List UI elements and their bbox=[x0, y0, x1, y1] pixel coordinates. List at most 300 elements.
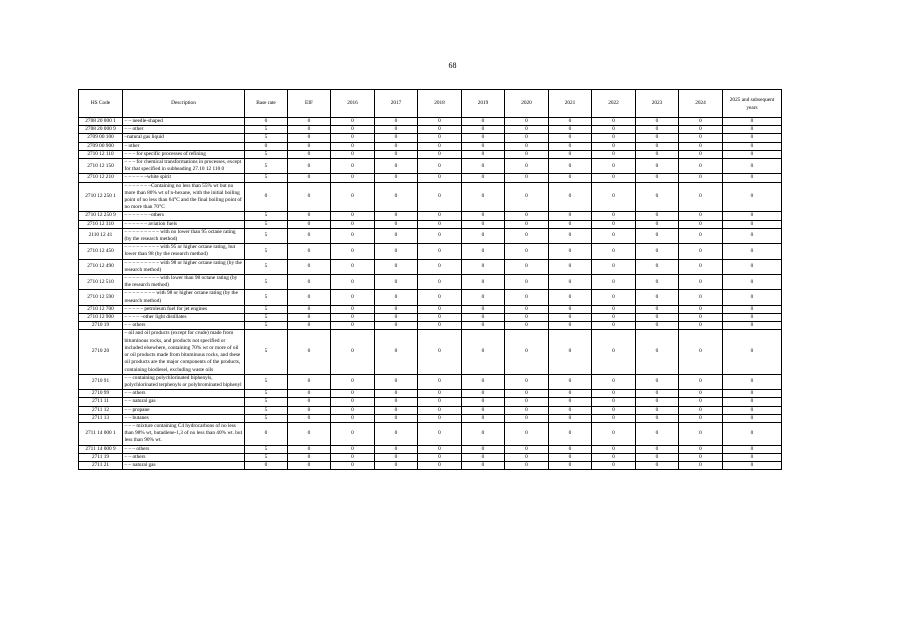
rate-cell: 0 bbox=[723, 220, 782, 228]
rate-cell: 0 bbox=[636, 126, 679, 134]
rate-cell: 0 bbox=[679, 220, 723, 228]
table-row bbox=[79, 118, 782, 126]
column-header: 2025 and subsequent years bbox=[723, 90, 782, 118]
rate-cell: 0 bbox=[636, 314, 679, 322]
rate-cell: 0 bbox=[462, 228, 505, 243]
table-row bbox=[79, 212, 782, 220]
page-number: 68 bbox=[448, 61, 457, 70]
rate-cell: 0 bbox=[636, 422, 679, 445]
table-row bbox=[79, 290, 782, 305]
rate-cell: 0 bbox=[462, 174, 505, 182]
table-row bbox=[79, 182, 782, 212]
hs-code-cell: 2711 21 bbox=[79, 461, 123, 469]
rate-cell: 0 bbox=[723, 390, 782, 398]
table-body bbox=[79, 118, 782, 470]
rate-cell: 0 bbox=[592, 305, 636, 313]
rate-cell: 0 bbox=[288, 159, 331, 174]
description-cell: – – propane bbox=[123, 406, 245, 414]
description-cell: – – – – – – – – – with 95 or higher octane rating, but lower than 98 (by the research method) bbox=[123, 244, 245, 259]
rate-cell: 0 bbox=[462, 305, 505, 313]
rate-cell: 0 bbox=[288, 174, 331, 182]
description-cell: – – – mixture containing C4 hydrocarbons of no less than 98% wt, butadiene-1,3 of no less than 40% wt. but less than 90% wt. bbox=[123, 422, 245, 445]
rate-cell: 0 bbox=[288, 126, 331, 134]
rate-cell: 0 bbox=[636, 174, 679, 182]
description-cell: – – containing polychlorinated biphenyls, polychlorinated terphenyls or polybrominated biphenyl bbox=[123, 374, 245, 389]
description-cell: – – – – – – –Containing no less than 55% wt but no more than 80% wt of n-hexane, with the initial boiling point of no less than 64°C and the final boiling point of no more than 70°C bbox=[123, 182, 245, 212]
rate-cell: 0 bbox=[679, 118, 723, 126]
hs-code-cell: 2710 19 bbox=[79, 322, 123, 330]
rate-cell: 0 bbox=[549, 445, 592, 453]
rate-cell: 5 bbox=[245, 445, 288, 453]
rate-cell: 0 bbox=[723, 330, 782, 374]
rate-cell: 0 bbox=[679, 275, 723, 290]
rate-cell: 5 bbox=[245, 228, 288, 243]
rate-cell: 0 bbox=[462, 398, 505, 406]
table-row bbox=[79, 244, 782, 259]
rate-cell: 0 bbox=[636, 390, 679, 398]
rate-cell: 0 bbox=[592, 461, 636, 469]
table-row bbox=[79, 461, 782, 469]
description-cell: – oil and oil products (except for crude) made from bituminous rocks, and products not specified or included elsewhere, containing 70% wt or more of oil or oil products made from bituminous rocks, and these oil products are the major components of the products, containing biodiesel, excluding waste oils bbox=[123, 330, 245, 374]
rate-cell: 0 bbox=[549, 290, 592, 305]
rate-cell: 0 bbox=[245, 461, 288, 469]
hs-code-cell: 2711 14 000 9 bbox=[79, 445, 123, 453]
rate-cell: 0 bbox=[418, 314, 462, 322]
rate-cell: 0 bbox=[331, 228, 375, 243]
description-cell: – – others bbox=[123, 390, 245, 398]
hs-code-cell: 2711 14 000 1 bbox=[79, 422, 123, 445]
column-header: 2016 bbox=[331, 90, 375, 118]
rate-cell: 0 bbox=[331, 414, 375, 422]
rate-cell: 0 bbox=[331, 390, 375, 398]
rate-cell: 0 bbox=[375, 159, 418, 174]
table-row bbox=[79, 445, 782, 453]
rate-cell: 0 bbox=[505, 290, 549, 305]
table-row bbox=[79, 305, 782, 313]
rate-cell: 0 bbox=[592, 126, 636, 134]
rate-cell: 0 bbox=[679, 159, 723, 174]
description-cell: – – – – – – aviation fuels bbox=[123, 220, 245, 228]
rate-cell: 0 bbox=[331, 182, 375, 212]
rate-cell: 5 bbox=[245, 322, 288, 330]
rate-cell: 0 bbox=[418, 390, 462, 398]
rate-cell: 0 bbox=[505, 422, 549, 445]
rate-cell: 0 bbox=[505, 182, 549, 212]
rate-cell: 0 bbox=[288, 150, 331, 158]
hs-code-cell: 2709 00 900 bbox=[79, 142, 123, 150]
rate-cell: 0 bbox=[462, 422, 505, 445]
rate-cell: 0 bbox=[679, 182, 723, 212]
rate-cell: 0 bbox=[549, 150, 592, 158]
rate-cell: 0 bbox=[331, 259, 375, 274]
rate-cell: 0 bbox=[288, 228, 331, 243]
rate-cell: 0 bbox=[592, 390, 636, 398]
rate-cell: 0 bbox=[592, 275, 636, 290]
rate-cell: 0 bbox=[418, 406, 462, 414]
hs-code-cell: 2708 20 000 9 bbox=[79, 126, 123, 134]
description-cell: – – natural gas bbox=[123, 461, 245, 469]
rate-cell: 0 bbox=[549, 126, 592, 134]
rate-cell: 0 bbox=[375, 406, 418, 414]
rate-cell: 0 bbox=[418, 330, 462, 374]
rate-cell: 0 bbox=[375, 374, 418, 389]
rate-cell: 0 bbox=[505, 390, 549, 398]
rate-cell: 0 bbox=[288, 244, 331, 259]
rate-cell: 5 bbox=[245, 398, 288, 406]
rate-cell: 0 bbox=[375, 461, 418, 469]
rate-cell: 0 bbox=[636, 275, 679, 290]
rate-cell: 0 bbox=[375, 142, 418, 150]
rate-cell: 0 bbox=[462, 314, 505, 322]
rate-cell: 0 bbox=[505, 322, 549, 330]
table-row bbox=[79, 228, 782, 243]
rate-cell: 0 bbox=[549, 142, 592, 150]
rate-cell: 0 bbox=[462, 461, 505, 469]
rate-cell: 0 bbox=[636, 142, 679, 150]
rate-cell: 0 bbox=[723, 150, 782, 158]
description-cell: – – other bbox=[123, 126, 245, 134]
hs-code-cell: 2710 12 150 bbox=[79, 159, 123, 174]
rate-cell: 0 bbox=[723, 406, 782, 414]
rate-cell: 0 bbox=[592, 314, 636, 322]
column-header: 2023 bbox=[636, 90, 679, 118]
rate-cell: 5 bbox=[245, 150, 288, 158]
rate-cell: 0 bbox=[679, 330, 723, 374]
description-cell: – – – – – – – – – with no lower than 95 octane rating (by the research method) bbox=[123, 228, 245, 243]
rate-cell: 0 bbox=[462, 390, 505, 398]
rate-cell: 0 bbox=[592, 220, 636, 228]
table-row bbox=[79, 314, 782, 322]
hs-code-cell: 2710 12 210 bbox=[79, 174, 123, 182]
rate-cell: 0 bbox=[592, 228, 636, 243]
rate-cell: 0 bbox=[331, 142, 375, 150]
rate-cell: 0 bbox=[418, 461, 462, 469]
rate-cell: 0 bbox=[549, 461, 592, 469]
rate-cell: 0 bbox=[462, 445, 505, 453]
rate-cell: 0 bbox=[288, 182, 331, 212]
rate-cell: 0 bbox=[331, 453, 375, 461]
rate-cell: 0 bbox=[375, 322, 418, 330]
rate-cell: 0 bbox=[288, 398, 331, 406]
hs-code-cell: 2710 12 510 bbox=[79, 275, 123, 290]
rate-cell: 0 bbox=[288, 212, 331, 220]
rate-cell: 5 bbox=[245, 314, 288, 322]
table-row bbox=[79, 422, 782, 445]
rate-cell: 0 bbox=[592, 118, 636, 126]
rate-cell: 0 bbox=[418, 422, 462, 445]
rate-cell: 0 bbox=[245, 422, 288, 445]
rate-cell: 0 bbox=[375, 275, 418, 290]
rate-cell: 0 bbox=[375, 118, 418, 126]
table-row bbox=[79, 134, 782, 142]
rate-cell: 0 bbox=[723, 228, 782, 243]
column-header: Base rate bbox=[245, 90, 288, 118]
rate-cell: 0 bbox=[331, 406, 375, 414]
rate-cell: 0 bbox=[549, 406, 592, 414]
rate-cell: 0 bbox=[636, 461, 679, 469]
rate-cell: 0 bbox=[592, 244, 636, 259]
description-cell: – – needle-shaped bbox=[123, 118, 245, 126]
rate-cell: 0 bbox=[418, 228, 462, 243]
rate-cell: 0 bbox=[636, 414, 679, 422]
rate-cell: 0 bbox=[418, 305, 462, 313]
hs-code-cell: 2710 12 450 bbox=[79, 244, 123, 259]
rate-cell: 0 bbox=[288, 275, 331, 290]
rate-cell: 0 bbox=[549, 182, 592, 212]
description-cell: – – natural gas bbox=[123, 398, 245, 406]
rate-cell: 0 bbox=[505, 118, 549, 126]
rate-cell: 0 bbox=[679, 314, 723, 322]
rate-cell: 0 bbox=[505, 406, 549, 414]
rate-cell: 0 bbox=[723, 314, 782, 322]
hs-code-cell: 2710 12 310 bbox=[79, 220, 123, 228]
rate-cell: 0 bbox=[549, 398, 592, 406]
rate-cell: 0 bbox=[505, 259, 549, 274]
rate-cell: 0 bbox=[549, 259, 592, 274]
rate-cell: 0 bbox=[505, 142, 549, 150]
description-cell: – – – for chemical transformations in processes, except for that specified in subheading 27.10 12 110 0 bbox=[123, 159, 245, 174]
rate-cell: 5 bbox=[245, 453, 288, 461]
rate-cell: 0 bbox=[505, 374, 549, 389]
rate-cell: 0 bbox=[288, 445, 331, 453]
rate-cell: 5 bbox=[245, 330, 288, 374]
rate-cell: 0 bbox=[679, 174, 723, 182]
hs-code-cell: 2708 20 000 1 bbox=[79, 118, 123, 126]
rate-cell: 0 bbox=[679, 445, 723, 453]
hs-code-cell: 2711 11 bbox=[79, 398, 123, 406]
rate-cell: 0 bbox=[418, 374, 462, 389]
rate-cell: 0 bbox=[462, 150, 505, 158]
rate-cell: 0 bbox=[331, 126, 375, 134]
rate-cell: 0 bbox=[505, 228, 549, 243]
rate-cell: 0 bbox=[462, 406, 505, 414]
rate-cell: 0 bbox=[375, 398, 418, 406]
rate-cell: 0 bbox=[679, 461, 723, 469]
rate-cell: 0 bbox=[636, 228, 679, 243]
rate-cell: 5 bbox=[245, 290, 288, 305]
rate-cell: 0 bbox=[723, 174, 782, 182]
rate-cell: 0 bbox=[549, 275, 592, 290]
rate-cell: 0 bbox=[462, 126, 505, 134]
rate-cell: 0 bbox=[636, 374, 679, 389]
rate-cell: 0 bbox=[375, 445, 418, 453]
table-row bbox=[79, 330, 782, 374]
table-row bbox=[79, 150, 782, 158]
hs-code-cell: 2711 12 bbox=[79, 406, 123, 414]
rate-cell: 0 bbox=[462, 244, 505, 259]
rate-cell: 0 bbox=[636, 182, 679, 212]
rate-cell: 5 bbox=[245, 390, 288, 398]
rate-cell: 0 bbox=[418, 134, 462, 142]
rate-cell: 0 bbox=[505, 461, 549, 469]
rate-cell: 0 bbox=[636, 134, 679, 142]
rate-cell: 0 bbox=[288, 390, 331, 398]
table-row bbox=[79, 159, 782, 174]
column-header: HS Code bbox=[79, 90, 123, 118]
rate-cell: 0 bbox=[505, 305, 549, 313]
rate-cell: 0 bbox=[418, 453, 462, 461]
rate-cell: 0 bbox=[331, 118, 375, 126]
description-cell: – – – – –other light distillates bbox=[123, 314, 245, 322]
rate-cell: 0 bbox=[331, 422, 375, 445]
column-header: EIF bbox=[288, 90, 331, 118]
description-cell: – other bbox=[123, 142, 245, 150]
rate-cell: 0 bbox=[288, 374, 331, 389]
rate-cell: 0 bbox=[549, 390, 592, 398]
rate-cell: 0 bbox=[636, 150, 679, 158]
rate-cell: 0 bbox=[549, 228, 592, 243]
rate-cell: 5 bbox=[245, 244, 288, 259]
rate-cell: 0 bbox=[505, 150, 549, 158]
rate-cell: 0 bbox=[723, 305, 782, 313]
rate-cell: 0 bbox=[288, 314, 331, 322]
rate-cell: 0 bbox=[679, 259, 723, 274]
rate-cell: 0 bbox=[462, 212, 505, 220]
rate-cell: 0 bbox=[505, 314, 549, 322]
rate-cell: 0 bbox=[723, 422, 782, 445]
rate-cell: 0 bbox=[723, 398, 782, 406]
rate-cell: 0 bbox=[592, 445, 636, 453]
rate-cell: 0 bbox=[375, 414, 418, 422]
rate-cell: 0 bbox=[679, 422, 723, 445]
column-header: 2017 bbox=[375, 90, 418, 118]
rate-cell: 0 bbox=[375, 330, 418, 374]
rate-cell: 0 bbox=[288, 453, 331, 461]
rate-cell: 0 bbox=[636, 322, 679, 330]
rate-cell: 0 bbox=[288, 259, 331, 274]
rate-cell: 0 bbox=[331, 290, 375, 305]
rate-cell: 0 bbox=[549, 453, 592, 461]
rate-cell: 0 bbox=[636, 290, 679, 305]
rate-cell: 0 bbox=[331, 134, 375, 142]
hs-code-cell: 2710 12 700 bbox=[79, 305, 123, 313]
rate-cell: 5 bbox=[245, 220, 288, 228]
rate-cell: 5 bbox=[245, 126, 288, 134]
description-cell: – – – others bbox=[123, 445, 245, 453]
rate-cell: 0 bbox=[288, 290, 331, 305]
rate-cell: 0 bbox=[549, 330, 592, 374]
rate-cell: 0 bbox=[375, 228, 418, 243]
rate-cell: 0 bbox=[636, 330, 679, 374]
rate-cell: 0 bbox=[549, 174, 592, 182]
rate-cell: 0 bbox=[549, 322, 592, 330]
table-row bbox=[79, 398, 782, 406]
rate-cell: 0 bbox=[549, 159, 592, 174]
rate-cell: 0 bbox=[462, 118, 505, 126]
rate-cell: 0 bbox=[679, 212, 723, 220]
table-row bbox=[79, 275, 782, 290]
rate-cell: 0 bbox=[549, 305, 592, 313]
description-cell: – – – – – – – – with 98 or higher octane rating (by the research method) bbox=[123, 290, 245, 305]
description-cell: – – others bbox=[123, 322, 245, 330]
rate-cell: 0 bbox=[288, 220, 331, 228]
rate-cell: 0 bbox=[331, 445, 375, 453]
rate-cell: 0 bbox=[462, 159, 505, 174]
rate-cell: 0 bbox=[418, 126, 462, 134]
rate-cell: 0 bbox=[592, 453, 636, 461]
rate-cell: 0 bbox=[331, 314, 375, 322]
rate-cell: 0 bbox=[505, 244, 549, 259]
rate-cell: 0 bbox=[549, 244, 592, 259]
rate-cell: 0 bbox=[418, 398, 462, 406]
rate-cell: 5 bbox=[245, 305, 288, 313]
table-row bbox=[79, 374, 782, 389]
rate-cell: 0 bbox=[592, 322, 636, 330]
rate-cell: 0 bbox=[505, 275, 549, 290]
description-cell: – – – – – – – – – with lower than 98 octane rating (by the research method) bbox=[123, 275, 245, 290]
table-row bbox=[79, 414, 782, 422]
hs-code-cell: 2711 13 bbox=[79, 414, 123, 422]
rate-cell: 0 bbox=[723, 142, 782, 150]
rate-cell: 0 bbox=[723, 212, 782, 220]
rate-cell: 0 bbox=[462, 322, 505, 330]
rate-cell: 0 bbox=[331, 244, 375, 259]
column-header: 2019 bbox=[462, 90, 505, 118]
rate-cell: 0 bbox=[288, 406, 331, 414]
hs-code-cell: 2710 99 bbox=[79, 390, 123, 398]
rate-cell: 0 bbox=[375, 290, 418, 305]
rate-cell: 0 bbox=[245, 182, 288, 212]
rate-cell: 0 bbox=[418, 118, 462, 126]
rate-cell: 0 bbox=[331, 159, 375, 174]
rate-cell: 0 bbox=[549, 374, 592, 389]
rate-cell: 0 bbox=[723, 414, 782, 422]
rate-cell: 0 bbox=[679, 150, 723, 158]
rate-cell: 0 bbox=[375, 174, 418, 182]
hs-code-cell: 2710 12 110 bbox=[79, 150, 123, 158]
rate-cell: 0 bbox=[679, 453, 723, 461]
rate-cell: 0 bbox=[245, 142, 288, 150]
rate-cell: 0 bbox=[679, 126, 723, 134]
rate-cell: 0 bbox=[462, 142, 505, 150]
rate-cell: 0 bbox=[331, 461, 375, 469]
rate-cell: 0 bbox=[636, 220, 679, 228]
rate-cell: 0 bbox=[636, 445, 679, 453]
rate-cell: 0 bbox=[288, 322, 331, 330]
rate-cell: 0 bbox=[375, 244, 418, 259]
rate-cell: 0 bbox=[723, 259, 782, 274]
rate-cell: 0 bbox=[418, 322, 462, 330]
column-header: 2020 bbox=[505, 90, 549, 118]
rate-cell: 0 bbox=[549, 314, 592, 322]
rate-cell: 0 bbox=[331, 150, 375, 158]
rate-cell: 0 bbox=[331, 305, 375, 313]
hs-code-cell: 2710 20 bbox=[79, 330, 123, 374]
rate-cell: 5 bbox=[245, 406, 288, 414]
rate-cell: 0 bbox=[375, 212, 418, 220]
rate-cell: 5 bbox=[245, 174, 288, 182]
rate-cell: 0 bbox=[592, 159, 636, 174]
rate-cell: 0 bbox=[375, 182, 418, 212]
description-cell: – – – – – petroleum fuel for jet engines bbox=[123, 305, 245, 313]
rate-cell: 0 bbox=[418, 220, 462, 228]
rate-cell: 0 bbox=[418, 212, 462, 220]
rate-cell: 0 bbox=[505, 330, 549, 374]
rate-cell: 0 bbox=[679, 228, 723, 243]
rate-cell: 0 bbox=[505, 212, 549, 220]
rate-cell: 0 bbox=[679, 290, 723, 305]
rate-cell: 0 bbox=[592, 398, 636, 406]
rate-cell: 0 bbox=[679, 374, 723, 389]
rate-cell: 0 bbox=[636, 259, 679, 274]
rate-cell: 0 bbox=[418, 259, 462, 274]
hs-code-cell: 2710 12 900 bbox=[79, 314, 123, 322]
rate-cell: 0 bbox=[505, 174, 549, 182]
rate-cell: 0 bbox=[636, 453, 679, 461]
rate-cell: 0 bbox=[418, 244, 462, 259]
hs-code-cell: 2110 12 41 bbox=[79, 228, 123, 243]
rate-cell: 0 bbox=[592, 374, 636, 389]
